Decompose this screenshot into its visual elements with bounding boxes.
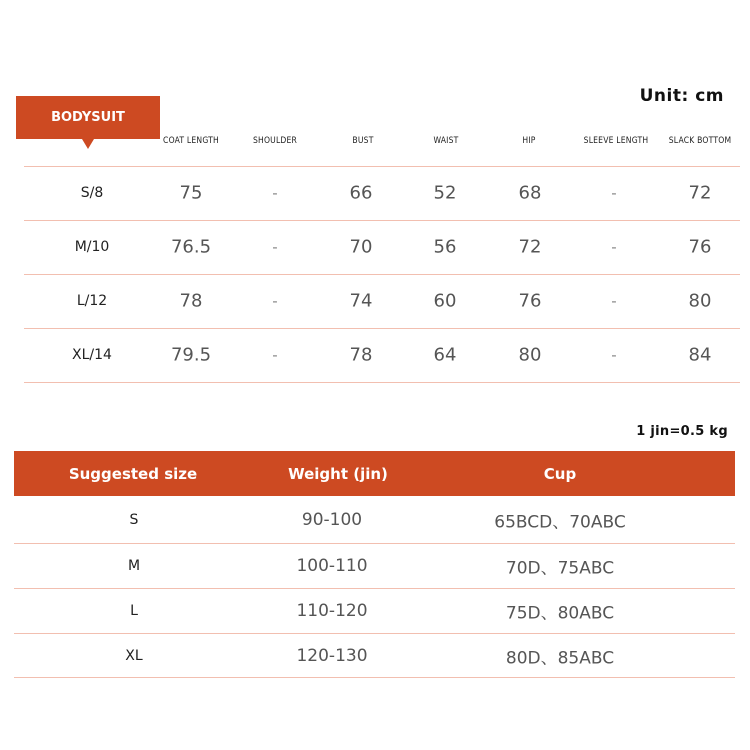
rec-cup: 75D、80ABC (505, 603, 615, 623)
table-row (24, 220, 740, 274)
header-waist: WAIST (433, 136, 459, 146)
rec-cup: 70D、75ABC (505, 558, 615, 578)
header-bust: BUST (352, 136, 374, 146)
cell-bust: 66 (349, 182, 373, 204)
cell-shoulder: - (272, 238, 278, 256)
rec-size: L (130, 602, 138, 619)
cell-coat-length: 79.5 (170, 344, 212, 366)
cell-bust: 74 (349, 290, 373, 312)
cell-shoulder: - (272, 184, 278, 202)
cell-slack-bottom: 84 (688, 344, 712, 366)
row-size: L/12 (76, 293, 108, 309)
cell-waist: 52 (433, 182, 457, 204)
unit-label: Unit: cm (639, 86, 724, 106)
cell-hip: 72 (518, 236, 542, 258)
cell-hip: 68 (518, 182, 542, 204)
header-shoulder: SHOULDER (252, 136, 298, 146)
cell-bust: 78 (349, 344, 373, 366)
size-chart-header (24, 128, 740, 158)
conversion-note: 1 jin=0.5 kg (636, 424, 728, 439)
header-suggested-size: Suggested size (68, 464, 198, 483)
recommendation-header (14, 451, 735, 496)
header-slack-bottom: SLACK BOTTOM (668, 136, 732, 146)
cell-coat-length: 75 (179, 182, 203, 204)
cell-hip: 80 (518, 344, 542, 366)
rec-cup: 65BCD、70ABC (494, 512, 626, 532)
table-row (24, 328, 740, 382)
row-size: XL/14 (72, 347, 112, 363)
rec-size: M (127, 557, 141, 574)
cell-slack-bottom: 80 (688, 290, 712, 312)
cell-slack-bottom: 76 (688, 236, 712, 258)
rec-size: S (129, 511, 139, 528)
row-size: S/8 (80, 185, 104, 201)
divider (14, 677, 735, 678)
cell-waist: 64 (433, 344, 457, 366)
cell-slack-bottom: 72 (688, 182, 712, 204)
cell-shoulder: - (272, 346, 278, 364)
divider (24, 382, 740, 383)
cell-bust: 70 (349, 236, 373, 258)
rec-size: XL (125, 647, 143, 664)
cell-sleeve-length: - (611, 184, 617, 202)
cell-shoulder: - (272, 292, 278, 310)
table-row (14, 543, 735, 588)
rec-weight: 90-100 (301, 509, 363, 530)
rec-weight: 120-130 (296, 645, 368, 666)
header-sleeve-length: SLEEVE LENGTH (583, 136, 649, 146)
row-size: M/10 (74, 239, 110, 255)
cell-sleeve-length: - (611, 346, 617, 364)
header-hip: HIP (522, 136, 536, 146)
cell-sleeve-length: - (611, 292, 617, 310)
table-row (24, 274, 740, 328)
header-weight: Weight (jin) (288, 464, 388, 483)
cell-hip: 76 (518, 290, 542, 312)
cell-sleeve-length: - (611, 238, 617, 256)
cell-waist: 56 (433, 236, 457, 258)
cell-coat-length: 76.5 (170, 236, 212, 258)
cell-coat-length: 78 (179, 290, 203, 312)
header-coat-length: COAT LENGTH (163, 136, 219, 146)
badge-label: BODYSUIT (51, 110, 125, 125)
cell-waist: 60 (433, 290, 457, 312)
rec-cup: 80D、85ABC (505, 648, 615, 668)
table-row (24, 166, 740, 220)
table-row (14, 633, 735, 678)
header-cup: Cup (543, 464, 577, 483)
rec-weight: 100-110 (296, 555, 368, 576)
rec-weight: 110-120 (296, 600, 368, 621)
table-row (14, 497, 735, 542)
table-row (14, 588, 735, 633)
